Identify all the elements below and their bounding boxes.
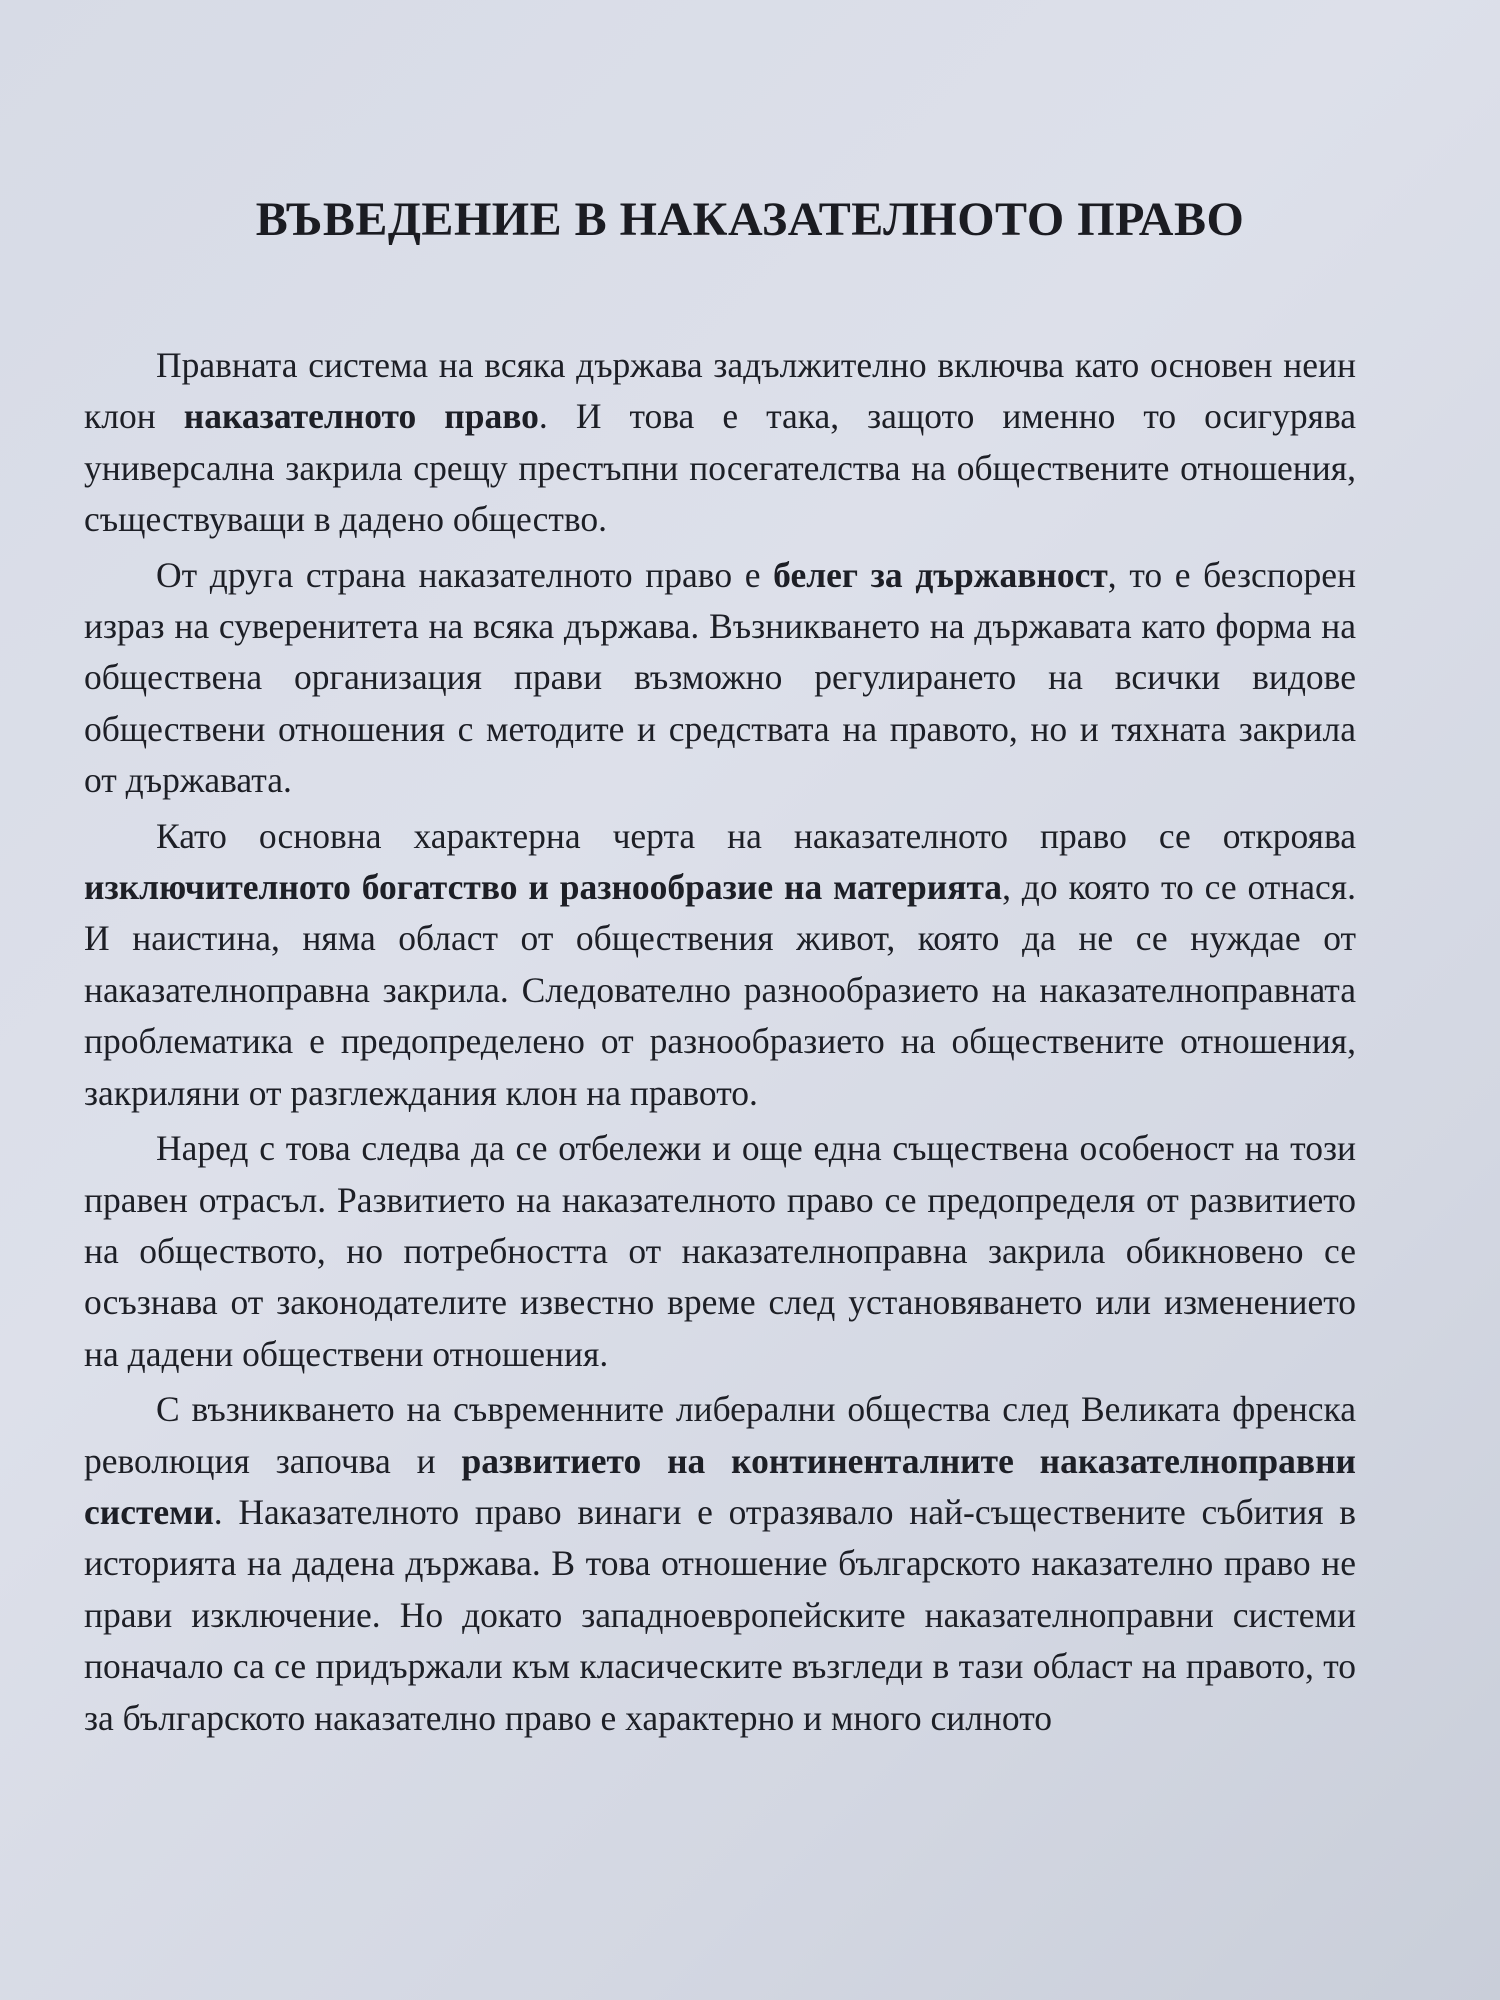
paragraph [84,1384,1356,1744]
paragraph [84,550,1356,807]
bold-term: изключителното богатство и разнообразие на материята [84,867,1003,908]
paragraph [84,811,1356,1119]
text-run: Като основна характерна черта на наказателното право се откроява [156,815,1356,856]
text-run: С възникването на съвременните либерални общества след Великата френска революция започва и [84,1389,1356,1481]
text-run: Правната система на всяка държава задължително включва като основен неин клон [84,345,1356,437]
text-run: , то е безспорен израз на суверенитета на всяка държава. Възникването на държавата като форма на обществена организация прави възможно регулирането на всички видове обществени отношения с методите и средствата на правото, но и тяхната закрила от държавата. [84,554,1356,801]
text-run: Наред с това следва да се отбележи и още една съществена особеност на този правен отрасъл. Развитието на наказателното право се предопределя от развитието на обществото, но потребността от наказателноправна закрила обикновено се осъзнава от законодателите известно време след установяването или изменението на дадени обществени отношения. [84,1128,1356,1374]
text-run: . И това е така, защото именно то осигурява универсална закрила срещу престъпни посегателства на обществените отношения, съществуващи в дадено общество. [84,396,1356,540]
body-text [84,340,1356,1748]
bold-term: белег за държавност [773,554,1108,595]
text-run: . Наказателното право винаги е отразявало най-съществените събития в историята на дадена държава. В това отношение българското наказателно право не прави изключение. Но докато западноевропейските наказателноправни системи поначало са се придържали към класическите възгледи в тази област на правото, то за българското наказателно право е характерно и много силното [84,1491,1356,1738]
text-run: , до която то се отнася. И наистина, няма област от обществения живот, която да не се нуждае от наказателноправна закрила. Следователно разнообразието на наказателноправната проблематика е предопределено от разнообразието на обществените отношения, закриляни от разглеждания клон на правото. [84,867,1356,1113]
paragraph [84,1123,1356,1380]
text-run: От друга страна наказателното право е [156,554,774,595]
bold-term: развитието на континенталните наказателноправни системи [84,1440,1356,1532]
bold-term: наказателното право [183,396,539,437]
paragraph [84,340,1356,546]
page-title: ВЪВЕДЕНИЕ В НАКАЗАТЕЛНОТО ПРАВО [255,193,1245,247]
